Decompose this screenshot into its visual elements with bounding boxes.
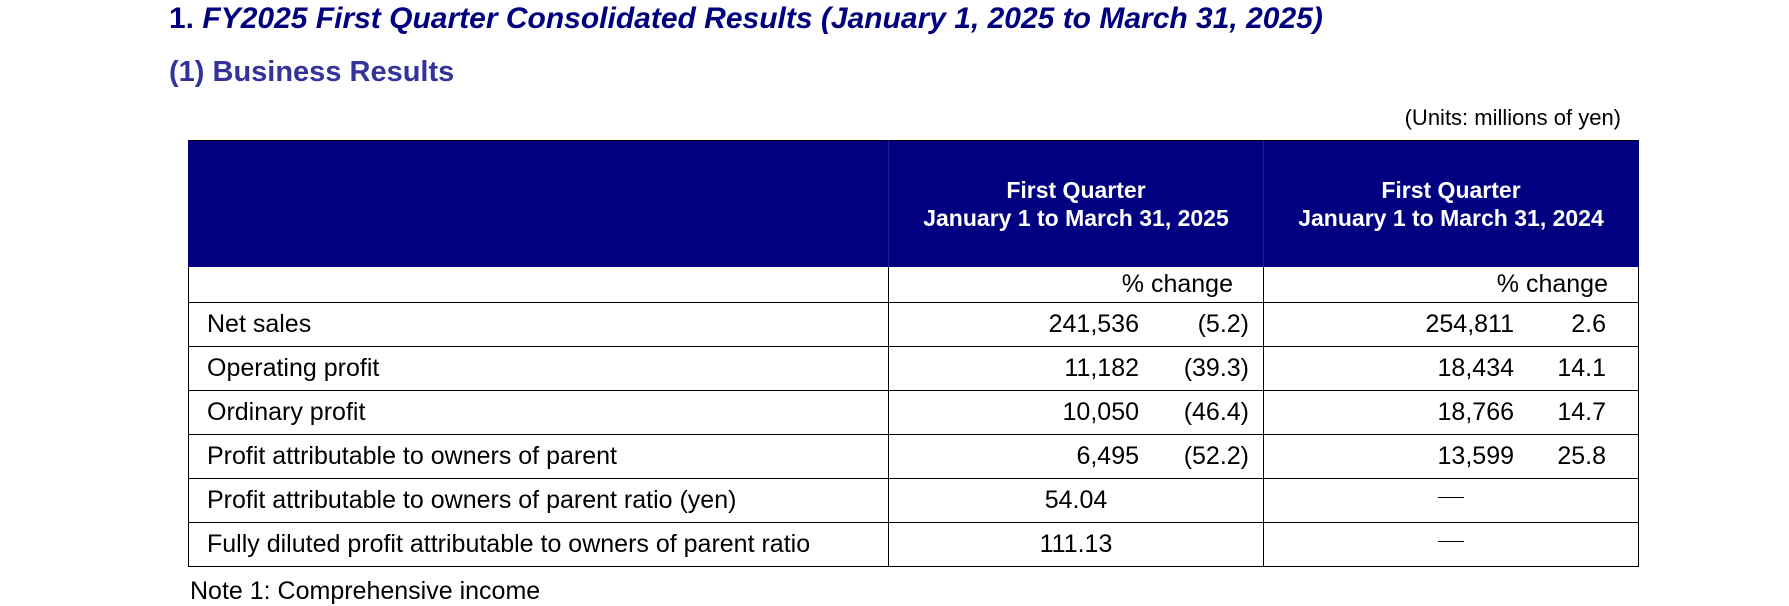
prior-change: 14.7 — [1557, 398, 1606, 426]
units-note: (Units: millions of yen) — [1404, 105, 1621, 130]
header-prior-period: First Quarter January 1 to March 31, 2024 — [1264, 141, 1639, 268]
subheader-blank-cell — [189, 267, 889, 303]
table-row — [189, 391, 1639, 435]
prior-value-empty — [1264, 479, 1639, 523]
section-title: FY2025 First Quarter Consolidated Results (January 1, 2025 to March 31, 2025) — [202, 2, 1323, 35]
prior-change: 2.6 — [1571, 310, 1606, 338]
table-header-row — [189, 141, 1639, 268]
prior-value: 18,766 — [1437, 398, 1514, 426]
current-value: 241,536 — [1048, 310, 1139, 338]
prior-value: 254,811 — [1425, 310, 1514, 338]
em-dash-mark — [1438, 541, 1464, 542]
prior-value-empty — [1264, 523, 1639, 567]
prior-change: 25.8 — [1557, 442, 1606, 470]
footnote: Note 1: Comprehensive income — [190, 577, 541, 605]
current-change: (52.2) — [1183, 442, 1249, 470]
prior-change: 14.1 — [1557, 354, 1606, 382]
prior-value: 13,599 — [1437, 442, 1514, 470]
row-label: Net sales — [189, 303, 889, 347]
row-label: Profit attributable to owners of parent ratio (yen) — [189, 479, 889, 523]
current-value: 11,182 — [1064, 354, 1139, 382]
header-blank-cell — [189, 141, 889, 268]
table-row — [189, 479, 1639, 523]
subsection-heading: (1) Business Results — [169, 56, 455, 88]
business-results-table — [188, 140, 1639, 567]
row-label: Ordinary profit — [189, 391, 889, 435]
row-label: Profit attributable to owners of parent — [189, 435, 889, 479]
section-number: 1. — [169, 2, 195, 35]
section-heading — [169, 0, 1323, 38]
row-label: Fully diluted profit attributable to owners of parent ratio — [189, 523, 889, 567]
current-change: (46.4) — [1183, 398, 1249, 426]
current-change: (39.3) — [1183, 354, 1249, 382]
table-row — [189, 347, 1639, 391]
current-value: 10,050 — [1062, 398, 1139, 426]
current-change: (5.2) — [1197, 310, 1249, 338]
table-row — [189, 435, 1639, 479]
table-row — [189, 303, 1639, 347]
em-dash-mark — [1438, 497, 1464, 498]
prior-value: 18,434 — [1437, 354, 1514, 382]
pct-change-label-current: % change — [889, 267, 1264, 303]
header-current-period: First Quarter January 1 to March 31, 2025 — [889, 141, 1264, 268]
current-value: 54.04 — [889, 479, 1264, 523]
current-value: 111.13 — [889, 523, 1264, 567]
pct-change-label-prior: % change — [1264, 267, 1639, 303]
table-row — [189, 523, 1639, 567]
table-subheader-row — [189, 267, 1639, 303]
row-label: Operating profit — [189, 347, 889, 391]
current-value: 6,495 — [1076, 442, 1139, 470]
